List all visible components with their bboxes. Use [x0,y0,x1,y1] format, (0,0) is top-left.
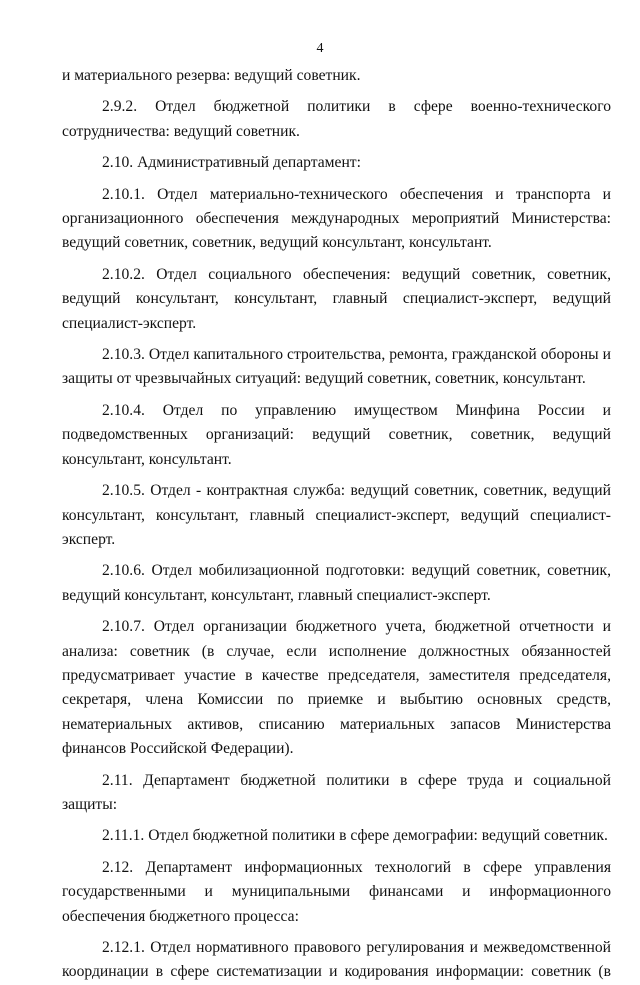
paragraph: 2.12.1. Отдел нормативного правового регулирования и межведомственной координации в сфере систематизации и кодирования информации: советник (в [62,939,611,981]
paragraph: 2.10.1. Отдел материально-технического обеспечения и транспорта и организационного обеспечения международных мероприятий Министерства: ведущий советник, советник, ведущий консультант, консультант. [62,185,611,252]
page-number: 4 [316,41,324,56]
paragraph: 2.10.6. Отдел мобилизационной подготовки: ведущий советник, советник, ведущий консультант, консультант, главный специалист-эксперт. [62,562,611,604]
paragraph: 2.10.3. Отдел капитального строительства, ремонта, гражданской обороны и защиты от чрезвычайных ситуаций: ведущий советник, советник, консультант. [62,346,611,388]
paragraph: 2.12. Департамент информационных технологий в сфере управления государственными и муниципальными финансами и информационного обеспечения бюджетного процесса: [62,858,611,925]
paragraph: 2.10.2. Отдел социального обеспечения: ведущий советник, советник, ведущий консультант, консультант, главный специалист-эксперт, ведущий специалист-эксперт. [62,265,611,332]
paragraph: 2.11. Департамент бюджетной политики в сфере труда и социальной защиты: [62,771,611,813]
paragraph: 2.10. Административный департамент: [102,154,361,172]
paragraph: и материального резерва: ведущий советник. [62,67,361,84]
paragraph: 2.9.2. Отдел бюджетной политики в сфере военно-технического сотрудничества: ведущий советник. [62,98,611,140]
paragraph: 2.10.5. Отдел - контрактная служба: ведущий советник, советник, ведущий консультант, консультант, главный специалист-эксперт, ведущий специалист-эксперт. [62,482,611,548]
document-body [62,64,611,985]
paragraph: 2.11.1. Отдел бюджетной политики в сфере демографии: ведущий советник. [102,827,608,845]
paragraph: 2.10.4. Отдел по управлению имуществом Минфина России и подведомственных организаций: ведущий советник, советник, ведущий консультант, консультант. [62,401,611,468]
paragraph: 2.10.7. Отдел организации бюджетного учета, бюджетной отчетности и анализа: советник (в случае, если исполнение должностных обязанностей предусматривает участие в качестве председателя, заместителя председателя, секретаря, члена Комиссии по приемке и выбытию основных средств, нематериальных активов, списанию материальных запасов Министерства финансов Российской Федерации). [62,618,611,758]
